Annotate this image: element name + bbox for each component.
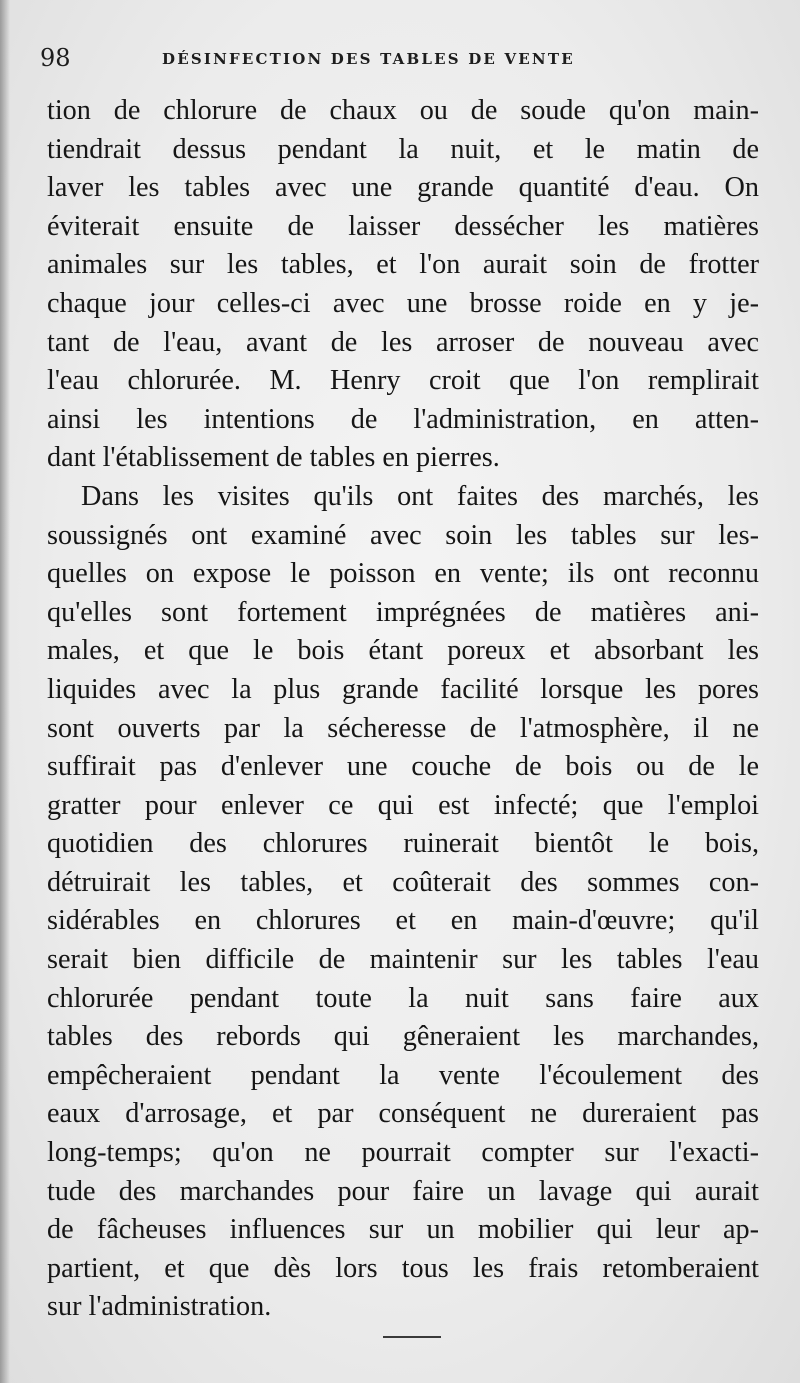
text-line: qu'elles sont fortement imprégnées de matières ani-: [47, 596, 759, 628]
text-line: animales sur les tables, et l'on aurait soin de frotter: [47, 249, 759, 281]
text-line: tant de l'eau, avant de les arroser de nouveau avec: [47, 326, 759, 358]
text-line: de fâcheuses influences sur un mobilier qui leur ap-: [47, 1214, 759, 1246]
body-text: [47, 92, 759, 1327]
end-rule: [383, 1336, 441, 1338]
paragraph-visits: [47, 478, 759, 1327]
text-line: males, et que le bois étant poreux et absorbant les: [47, 635, 759, 667]
text-line: gratter pour enlever ce qui est infecté; que l'emploi: [47, 789, 759, 821]
text-line: éviterait ensuite de laisser dessécher les matières: [47, 210, 759, 242]
paragraph-continuation: [47, 92, 759, 478]
text-line: laver les tables avec une grande quantité d'eau. On: [47, 172, 759, 204]
text-line: long-temps; qu'on ne pourrait compter sur l'exacti-: [47, 1137, 759, 1169]
text-line: détruirait les tables, et coûterait des sommes con-: [47, 866, 759, 898]
page-number: 98: [40, 44, 71, 72]
page-gutter-shadow: [0, 0, 10, 1383]
text-line: quotidien des chlorures ruinerait bientôt le bois,: [47, 828, 759, 860]
text-line: liquides avec la plus grande facilité lorsque les pores: [47, 673, 759, 705]
text-line: sidérables en chlorures et en main-d'œuvre; qu'il: [47, 905, 759, 937]
text-line: serait bien difficile de maintenir sur les tables l'eau: [47, 944, 759, 976]
text-line: eaux d'arrosage, et par conséquent ne dureraient pas: [47, 1098, 759, 1130]
page-header: [40, 44, 760, 74]
text-line: suffirait pas d'enlever une couche de bois ou de le: [47, 751, 759, 783]
text-line: chlorurée pendant toute la nuit sans faire aux: [47, 982, 759, 1014]
text-line: quelles on expose le poisson en vente; ils ont reconnu: [47, 558, 759, 590]
text-line: tion de chlorure de chaux ou de soude qu'on main-: [47, 95, 759, 126]
text-line: l'eau chlorurée. M. Henry croit que l'on remplirait: [47, 365, 759, 397]
running-head: DÉSINFECTION DES TABLES DE VENTE: [162, 50, 575, 68]
text-line: tude des marchandes pour faire un lavage qui aurait: [47, 1175, 759, 1207]
text-line: tiendrait dessus pendant la nuit, et le matin de: [47, 133, 759, 165]
text-line: partient, et que dès lors tous les frais retomberaient: [47, 1252, 759, 1284]
text-line: sont ouverts par la sécheresse de l'atmosphère, il ne: [47, 712, 759, 744]
text-line: Dans les visites qu'ils ont faites des marchés, les: [81, 480, 759, 512]
text-line: empêcheraient pendant la vente l'écoulement des: [47, 1059, 759, 1091]
text-line: sur l'administration.: [47, 1291, 272, 1323]
text-line: soussignés ont examiné avec soin les tables sur les-: [47, 519, 759, 551]
text-line: dant l'établissement de tables en pierres.: [47, 442, 500, 474]
text-line: chaque jour celles-ci avec une brosse roide en y je-: [47, 287, 759, 319]
text-line: tables des rebords qui gêneraient les marchandes,: [47, 1021, 759, 1053]
text-line: ainsi les intentions de l'administration, en atten-: [47, 403, 759, 435]
